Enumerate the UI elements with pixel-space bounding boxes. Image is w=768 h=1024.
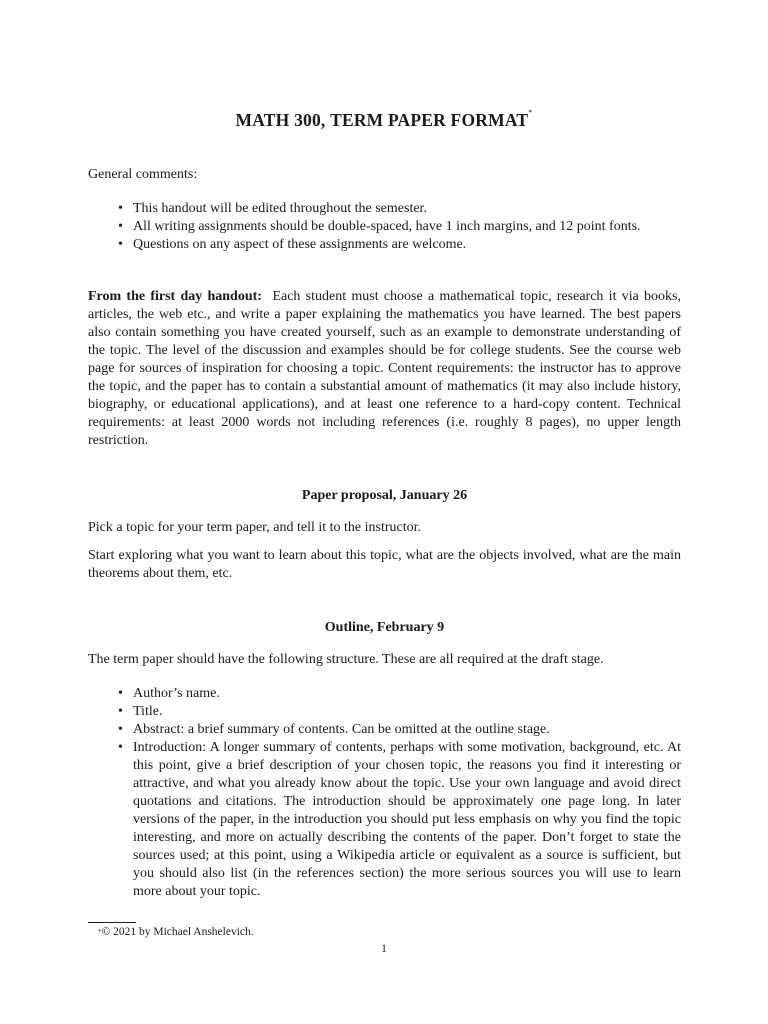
outline-list — [88, 685, 681, 901]
list-item: • Introduction: A longer summary of contents, perhaps with some motivation, background, etc. At this point, give a brief description of your chosen topic, the reasons you find it interesting or attractive, and what you already know about the topic. Use your own language and avoid direct quotations and citations. The introduction should be approximately one page long. In later versions of the paper, in the introduction you should put less emphasis on why you find the topic interesting, and more on actually describing the contents of the paper. Don’t forget to state the sources used; at this point, using a Wikipedia article or equivalent as a source is sufficient, but you should also list (in the references section) the more serious sources you will use to learn more about your topic. — [88, 739, 681, 901]
title-footnote-mark: * — [528, 108, 533, 117]
title-main-initial: T — [330, 110, 342, 130]
first-day-text: Each student must choose a mathematical topic, research it via books, articles, the web etc., and write a paper explaining the mathematics you have learned. The best papers also contain something you have created yourself, such as an example to demonstrate understanding of the topic. The level of the discussion and examples should be for college students. See the course web page for sources of inspiration for choosing a topic. Content requirements: the instructor has to approve the topic, and the paper has to contain a substantial amount of mathematics (it may also include history, biography, or educational applications), and at least one reference to a hard-copy content. Technical requirements: at least 2000 words not including references (i.e. roughly 8 pages), no upper length restriction. — [88, 289, 682, 448]
list-item: • Author’s name. — [88, 685, 681, 703]
document-body — [88, 166, 681, 901]
list-item: • Title. — [88, 703, 681, 721]
title-prefix-initial: M — [235, 110, 253, 130]
footnote — [98, 925, 254, 939]
list-item: • All writing assignments should be double-spaced, have 1 inch margins, and 12 point fonts. — [88, 218, 681, 236]
list-item: • Abstract: a brief summary of contents. Can be omitted at the outline stage. — [88, 721, 681, 739]
page-number: 1 — [381, 943, 387, 955]
footnote-text: © 2021 by Michael Anshelevich. — [101, 926, 254, 938]
footnote-divider — [88, 922, 136, 923]
list-item: • Questions on any aspect of these assignments are welcome. — [88, 236, 681, 254]
proposal-paragraph: Pick a topic for your term paper, and tell it to the instructor. — [88, 520, 422, 535]
title-prefix-rest: ATH 300, — [252, 110, 331, 130]
footnote-mark: * — [98, 928, 102, 936]
list-item: • This handout will be edited throughout the semester. — [88, 200, 681, 218]
general-comments-heading: General comments: — [88, 167, 198, 182]
document-title — [0, 110, 768, 131]
proposal-heading: Paper proposal, January 26 — [301, 488, 468, 503]
general-comments-list — [88, 200, 681, 254]
title-main-rest: ERM PAPER FORMAT — [341, 110, 529, 130]
outline-intro: The term paper should have the following structure. These are all required at the draft stage. — [88, 652, 604, 667]
proposal-paragraph: Start exploring what you want to learn about this topic, what are the objects involved, what are the main theorems about them, etc. — [88, 548, 681, 581]
first-day-label: From the first day handout: — [88, 289, 262, 304]
first-day-paragraph — [88, 288, 681, 450]
outline-heading: Outline, February 9 — [324, 620, 445, 635]
